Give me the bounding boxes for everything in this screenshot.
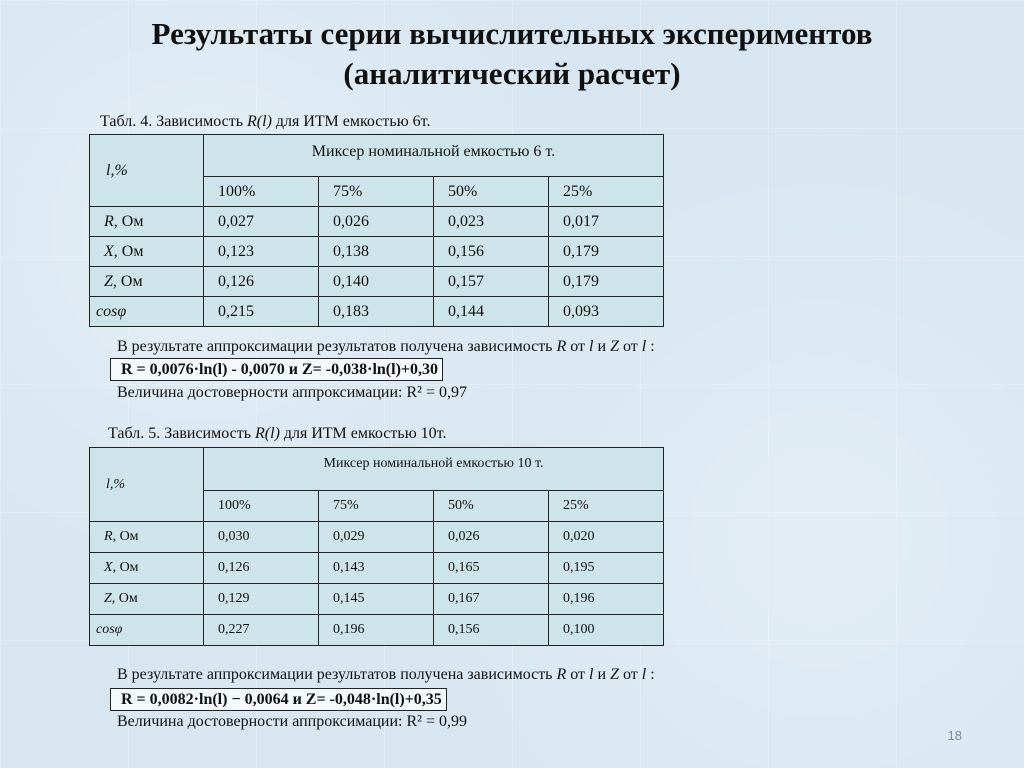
title-line-1: Результаты серии вычислительных экспериментов (151, 16, 873, 51)
row-label: cosφ (90, 615, 204, 646)
corner-cell: l,% (90, 448, 204, 522)
value-cell: 0,126 (204, 267, 319, 297)
value-cell: 0,100 (549, 615, 664, 646)
percent-cell: 50% (434, 491, 549, 522)
row-label: X, Ом (90, 237, 204, 267)
value-cell: 0,227 (204, 615, 319, 646)
value-cell: 0,183 (319, 297, 434, 327)
row-label: R, Ом (90, 522, 204, 553)
value-cell: 0,167 (434, 584, 549, 615)
table-row (90, 207, 664, 237)
result-1-formula (110, 358, 443, 381)
result-2-intro: В результате аппроксимации результатов получена зависимость R от l и Z от l : (117, 666, 655, 683)
result-2-r2: Величина достоверности аппроксимации: R² = 0,99 (117, 713, 467, 730)
value-cell: 0,143 (319, 553, 434, 584)
value-cell: 0,020 (549, 522, 664, 553)
table-4-caption: Табл. 4. Зависимость R(l) для ИТМ емкостью 6т. (100, 113, 431, 130)
value-cell: 0,215 (204, 297, 319, 327)
value-cell: 0,140 (319, 267, 434, 297)
percent-cell: 25% (549, 177, 664, 207)
page-title (0, 14, 1024, 94)
value-cell: 0,129 (204, 584, 319, 615)
value-cell: 0,026 (434, 522, 549, 553)
result-1-intro: В результате аппроксимации результатов получена зависимость R от l и Z от l : (117, 338, 655, 355)
corner-cell: l,% (90, 135, 204, 207)
percent-cell: 50% (434, 177, 549, 207)
row-label: X, Ом (90, 553, 204, 584)
value-cell: 0,017 (549, 207, 664, 237)
table-row (90, 267, 664, 297)
value-cell: 0,144 (434, 297, 549, 327)
value-cell: 0,156 (434, 237, 549, 267)
percent-cell: 100% (204, 491, 319, 522)
result-1-r2: Величина достоверности аппроксимации: R² = 0,97 (117, 384, 467, 401)
value-cell: 0,196 (549, 584, 664, 615)
table-row (90, 553, 664, 584)
table-row (90, 522, 664, 553)
formula-box: R = 0,0076·ln(l) - 0,0070 и Z= -0,038·ln(l)+0,30 (110, 358, 443, 381)
value-cell: 0,179 (549, 237, 664, 267)
value-cell: 0,157 (434, 267, 549, 297)
value-cell: 0,029 (319, 522, 434, 553)
formula-box: R = 0,0082·ln(l) − 0,0064 и Z= -0,048·ln(l)+0,35 (110, 688, 447, 711)
row-label: Z, Ом (90, 584, 204, 615)
table-row (90, 584, 664, 615)
value-cell: 0,138 (319, 237, 434, 267)
slide-number: 18 (947, 728, 962, 743)
value-cell: 0,026 (319, 207, 434, 237)
value-cell: 0,023 (434, 207, 549, 237)
table-5-caption: Табл. 5. Зависимость R(l) для ИТМ емкостью 10т. (108, 425, 447, 442)
percent-cell: 100% (204, 177, 319, 207)
value-cell: 0,179 (549, 267, 664, 297)
value-cell: 0,093 (549, 297, 664, 327)
table-header: Миксер номинальной емкостью 6 т. (204, 135, 664, 177)
table-row (90, 237, 664, 267)
value-cell: 0,156 (434, 615, 549, 646)
row-label: cosφ (90, 297, 204, 327)
table-4 (89, 134, 664, 327)
value-cell: 0,195 (549, 553, 664, 584)
value-cell: 0,123 (204, 237, 319, 267)
value-cell: 0,027 (204, 207, 319, 237)
table-header: Миксер номинальной емкостью 10 т. (204, 448, 664, 491)
value-cell: 0,030 (204, 522, 319, 553)
percent-cell: 75% (319, 177, 434, 207)
value-cell: 0,126 (204, 553, 319, 584)
title-line-2: (аналитический расчет) (343, 56, 681, 91)
row-label: Z, Ом (90, 267, 204, 297)
percent-cell: 25% (549, 491, 664, 522)
row-label: R, Ом (90, 207, 204, 237)
result-2-formula (110, 688, 447, 711)
table-row (90, 297, 664, 327)
value-cell: 0,196 (319, 615, 434, 646)
percent-cell: 75% (319, 491, 434, 522)
value-cell: 0,145 (319, 584, 434, 615)
table-row (90, 615, 664, 646)
table-5 (89, 447, 664, 646)
value-cell: 0,165 (434, 553, 549, 584)
